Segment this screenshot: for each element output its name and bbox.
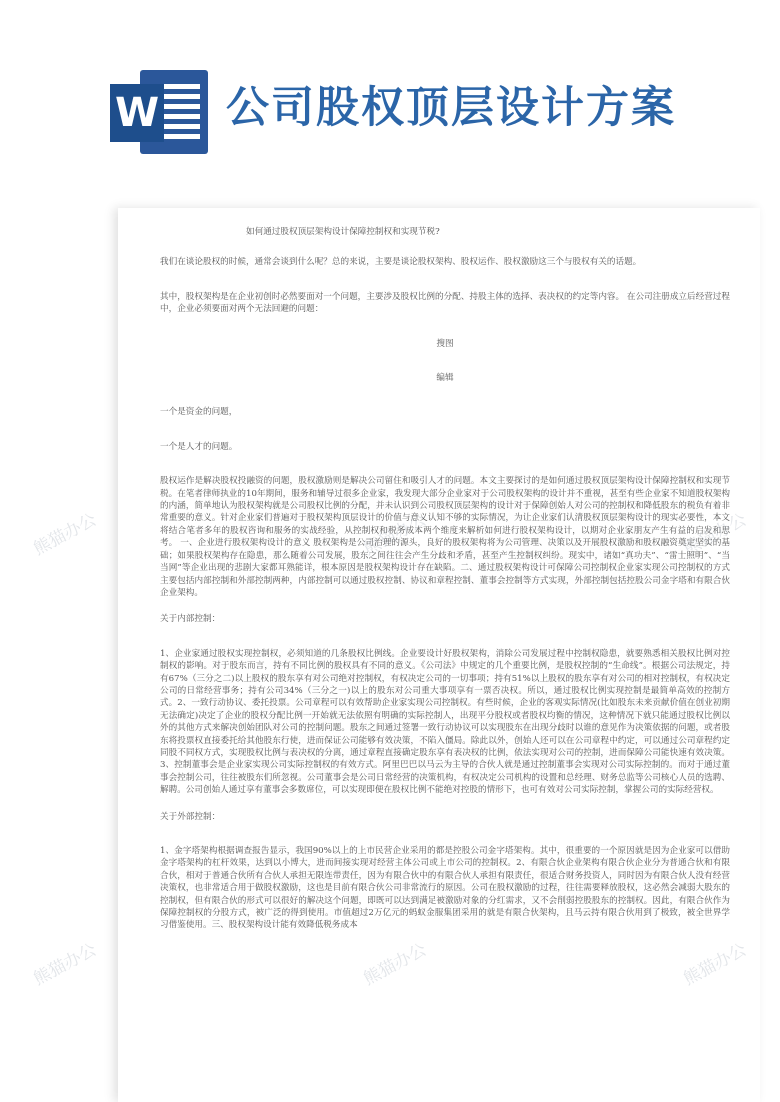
watermark: 熊猫办公 — [360, 509, 430, 560]
header-banner — [0, 0, 780, 205]
document-body — [160, 226, 730, 932]
paragraph-structure: 其中，股权架构是在企业初创时必然要面对一个问题，主要涉及股权比例的分配、持股主体的选择、表决权的约定等内容。 在公司注册成立后经营过程中，企业必须要面对两个无法回避的问题： — [160, 291, 730, 315]
word-document-icon — [110, 70, 208, 154]
document-question-heading: 如何通过股权顶层架构设计保障控制权和实现节税? — [246, 227, 440, 237]
paragraph-capital: 一个是资金的问题， — [160, 407, 238, 418]
image-caption-search: 搜图 — [436, 338, 454, 349]
paragraph-main: 股权运作是解决股权投融资的问题，股权激励则是解决公司留住和吸引人才的问题。本文主要探讨的是如何通过股权顶层架构设计保障控制权和实现节税。在笔者律师执业的10年期间，服务和辅导过很多企业家，我发现大部分企业家对于公司股权架构的设计并不重视，甚至有些企业家不知道股权架构的内涵，简单地认为股权架构就是公司股权比例的分配，并未认识到公司股权顶层架构的设计对于保障创始人对公司的控制权和降低股东的税负有着非常重要的意义。针对企业家们普遍对于股权架构顶层设计的价值与意义认知不够的实际情况，为让企业家们认清股权顶层架构设计的现实必要性，本文将结合笔者多年的股权咨询和服务的实战经验，从控制权和税务成本两个维度来解析如何进行股权架构设计，以期对企业家朋友产生有益的启发和思考。 一、企业进行股权架构设计的意义 股权架构是公司治理的源头，良好的股权架构将为公司管理、决策以及开展股权激励和股权融资奠定坚实的基础；如果股权架构存在隐患，那么随着公司发展，股东之间往往会产生分歧和矛盾，甚至产生控制权纠纷。现实中，诸如“真功夫”、“雷士照明”、“当当网”等企业出现的悲剧大家都耳熟能详，根本原因是股权架构设计存在缺陷。二、通过股权架构设计可保障公司控制权企业家实现公司控制权的方式主要包括内部控制和外部控制两种，内部控制可以通过股权控制、协议和章程控制、董事会控制等方式实现，外部控制包括控股公司金字塔和有限合伙企业架构。 — [160, 476, 730, 598]
watermark: 熊猫办公 — [680, 509, 750, 560]
watermark: 熊猫办公 — [30, 939, 100, 990]
word-logo-letter: W — [110, 84, 164, 142]
paragraph-intro: 我们在谈论股权的时候，通常会谈到什么呢？总的来说，主要是谈论股权架构、股权运作、股权激励这三个与股权有关的话题。 — [160, 257, 642, 268]
watermark: 熊猫办公 — [30, 509, 100, 560]
paragraph-talent: 一个是人才的问题。 — [160, 441, 238, 452]
section-internal-control: 关于内部控制： — [160, 614, 221, 625]
section-external-control: 关于外部控制： — [160, 811, 221, 822]
image-caption-edit: 编辑 — [436, 373, 454, 384]
watermark: 熊猫办公 — [680, 939, 750, 990]
watermark: 熊猫办公 — [360, 939, 430, 990]
document-page — [118, 208, 760, 1102]
paragraph-external-control: 1、金字塔架构根据调查报告显示，我国90%以上的上市民营企业采用的都是控股公司金字塔架构。其中，很重要的一个原因就是因为企业家可以借助金字塔架构的杠杆效果，达到以小博大，进而间接实现对经营主体公司或上市公司的控制权。2、有限合伙企业架构有限合伙企业分为普通合伙和有限合伙，相对于普通合伙所有合伙人承担无限连带责任，因为有限合伙中的有限合伙人承担有限责任，很适合财务投资人，同时因为有限合伙人没有经营决策权，也非常适合用于做股权激励，这也是目前有限合伙公司非常流行的原因。公司在股权激励的过程，往往需要释放股权，这必然会减弱大股东的控制权，但有限合伙的形式可以很好的解决这个问题，即既可以达到满足被激励对象的分红需求，又不会削弱控股股东的控制权。因此，有限合伙作为保障控制权的分股方式，被广泛的得到使用。市值超过2万亿元的蚂蚁金服集团采用的就是有限合伙架构，且马云持有限合伙用到了极致，被全世界学习借鉴使用。三、股权架构设计能有效降低税务成本 — [160, 846, 730, 931]
paragraph-internal-control: 1、企业家通过股权实现控制权，必须知道的几条股权比例线。企业要设计好股权架构，消除公司发展过程中控制权隐患，就要熟悉相关股权比例对控制权的影响。对于股东而言，持有不同比例的股权具有不同的意义。《公司法》中规定的几个重要比例，是股权控制的“生命线”。根据公司法规定，持有67%（三分之二)以上股权的股东享有对公司绝对控制权，有权决定公司的一切事项；持有51%以上股权的股东享有对公司的相对控制权，有权决定公司的日常经营事务；持有公司34%（三分之一)以上的股东对公司重大事项享有一票否决权。所以，通过股权比例实现控制是最简单高效的控制方式。2、一致行动协议、委托投票。公司章程可以有效帮助企业家实现公司控制权。有些时候，企业的客观实际情况(比如股东未来贡献价值在创业初期无法确定)决定了企业的股权分配比例一开始就无法依照有明确的实际控制人，出现平分股权或者股权均衡的情况，这种情况下就只能通过股权比例以外的其他方式来解决创始团队对公司的控制问题。股东之间通过签署一致行动协议可以实现股东在出现分歧时以谁的意见作为决策依据的问题，或者股东将投票权直接委托给其他股东行使，进而保证公司能够有效决策，不陷入僵局。除此以外，创始人还可以在公司章程中约定，可以通过公司章程约定同股不同权方式，实现股权比例与表决权的分离，通过章程直接确定股东享有表决权的比例，依法实现对公司的控制，进而保障公司能快速有效决策。3、控制董事会是企业家实现公司实际控制权的有效方式。阿里巴巴以马云为主导的合伙人就是通过控制董事会实现对公司实际控制的。而对于通过董事会控制公司，往往被股东们所忽视。公司董事会是公司日常经营的决策机构，有权决定公司机构的设置和总经理、财务总监等公司核心人员的选聘、解聘。公司创始人通过享有董事会多数席位，可以实现即便在股权比例不能绝对控股的情形下，也可有效对公司实际控制，掌握公司的实际经营权。 — [160, 648, 730, 796]
page-title: 公司股权顶层设计方案 — [226, 83, 676, 133]
